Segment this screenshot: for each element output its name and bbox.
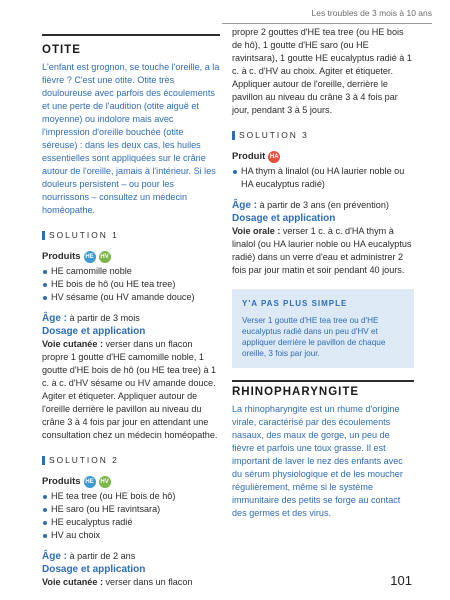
solution2-continuation: propre 2 gouttes d'HE tea tree (ou HE bois de hô), 1 goutte d'HE saro (ou HE ravintsara), 1 goutte HE eucalyptus radié à 1 c. à c. d'HV au choix. Agiter et étiqueter. Appliquer autour de l'oreille, derrière le pavillon au niveau du crâne 3 à 4 fois par jour, pendant 3 à 5 jours. [232, 27, 412, 115]
callout-title: Y'A PAS PLUS SIMPLE [242, 299, 348, 308]
solution1-heading: SOLUTION 1 [42, 229, 220, 242]
solution2-dosage-title: Dosage et application [42, 564, 146, 575]
solution1-dosage-title: Dosage et application [42, 326, 146, 337]
solution3-age: Âge : à partir de 3 ans (en prévention) [232, 200, 389, 211]
solution-marker-icon [232, 131, 235, 140]
solution3-dosage-title: Dosage et application [232, 213, 336, 224]
solution2-produits: Produits HE HV [42, 476, 109, 487]
list-item: HE camomille noble [42, 265, 220, 278]
solution1-age: Âge : à partir de 3 mois [42, 313, 140, 324]
list-item: HV sésame (ou HV amande douce) [42, 291, 220, 304]
list-item: HE saro (ou HE ravintsara) [42, 503, 220, 516]
solution2-age: Âge : à partir de 2 ans [42, 551, 136, 562]
list-item: HE tea tree (ou HE bois de hô) [42, 490, 220, 503]
rhino-title: RHINOPHARYNGITE [232, 386, 360, 398]
solution2-heading: SOLUTION 2 [42, 454, 220, 467]
ha-badge-icon: HA [268, 151, 280, 163]
list-item: HA thym à linalol (ou HA laurier noble ou HA eucalyptus radié) [232, 165, 414, 191]
rhino-body: La rhinopharyngite est un rhume d'origine virale, caractérisé par des écoulements nasaux, des maux de gorge, un peu de fièvre et parfois une toux grasse. Il est important de laver le nez des enfants avec du sérum physiologique et de les moucher régulièrement, même si le système immunitaire des petits se forge au contact des germes et des virus. [232, 404, 403, 518]
solution3-list [232, 165, 414, 191]
right-column [232, 28, 414, 520]
list-item: HE eucalyptus radié [42, 516, 220, 529]
solution3-heading: SOLUTION 3 [232, 129, 414, 142]
section-rule [232, 380, 414, 382]
solution3-produits: Produit HA [232, 151, 279, 162]
hv-badge-icon: HV [99, 251, 111, 263]
running-head: Les troubles de 3 mois à 10 ans [222, 8, 432, 24]
he-badge-icon: HE [84, 476, 96, 488]
solution1-produits: Produits HE HV [42, 251, 109, 262]
callout-body: Verser 1 goutte d'HE tea tree ou d'HE eucalyptus radié dans un peu d'HV et appliquer derrière le pavillon de chaque oreille, 3 fois par jour. [242, 316, 386, 358]
tip-callout [232, 289, 414, 368]
list-item: HE bois de hô (ou HE tea tree) [42, 278, 220, 291]
solution2-list [42, 490, 220, 542]
solution2-voie: Voie cutanée : verser dans un flacon [42, 577, 193, 587]
solution3-voie: Voie orale : verser 1 c. à c. d'HA thym à linalol (ou HA laurier noble ou HA eucalyptus radié) dans un verre d'eau et administrer 2 fois par jour matin et soir pendant 40 jours. [232, 226, 412, 275]
hv-badge-icon: HV [99, 476, 111, 488]
solution1-list [42, 265, 220, 304]
solution-marker-icon [42, 231, 45, 240]
solution1-voie: Voie cutanée : verser dans un flacon propre 1 goutte d'HE camomille noble, 1 goutte d'HE bois de hô (ou HE tea tree) à 1 c. à c. d'HV sésame ou HV amande douce. Agiter et étiqueter. Appliquer autour de l'oreille derrière le pavillon au niveau du crâne 3 à 4 fois par jour en attendant une consultation chez un médecin homéopathe. [42, 339, 218, 440]
left-column [42, 28, 220, 589]
otite-title: OTITE [42, 44, 81, 56]
section-rule [42, 34, 220, 36]
he-badge-icon: HE [84, 251, 96, 263]
otite-intro: L'enfant est grognon, se touche l'oreille, a la fièvre ? C'est une otite. Otite très douloureuse avec parfois des écoulements et une perte de l'audition (otite aiguë et moyenne) ou indolore mais avec l'impression d'oreille bouchée (otite séreuse) : dans les deux cas, les huiles essentielles sont appliquées sur le crâne autour de l'oreille, jamais à l'intérieur. Si les douleurs persistent – ou pour les nourrissons – consultez un médecin homéopathe. [42, 62, 220, 215]
page-number: 101 [390, 573, 412, 588]
solution-marker-icon [42, 456, 45, 465]
list-item: HV au choix [42, 529, 220, 542]
